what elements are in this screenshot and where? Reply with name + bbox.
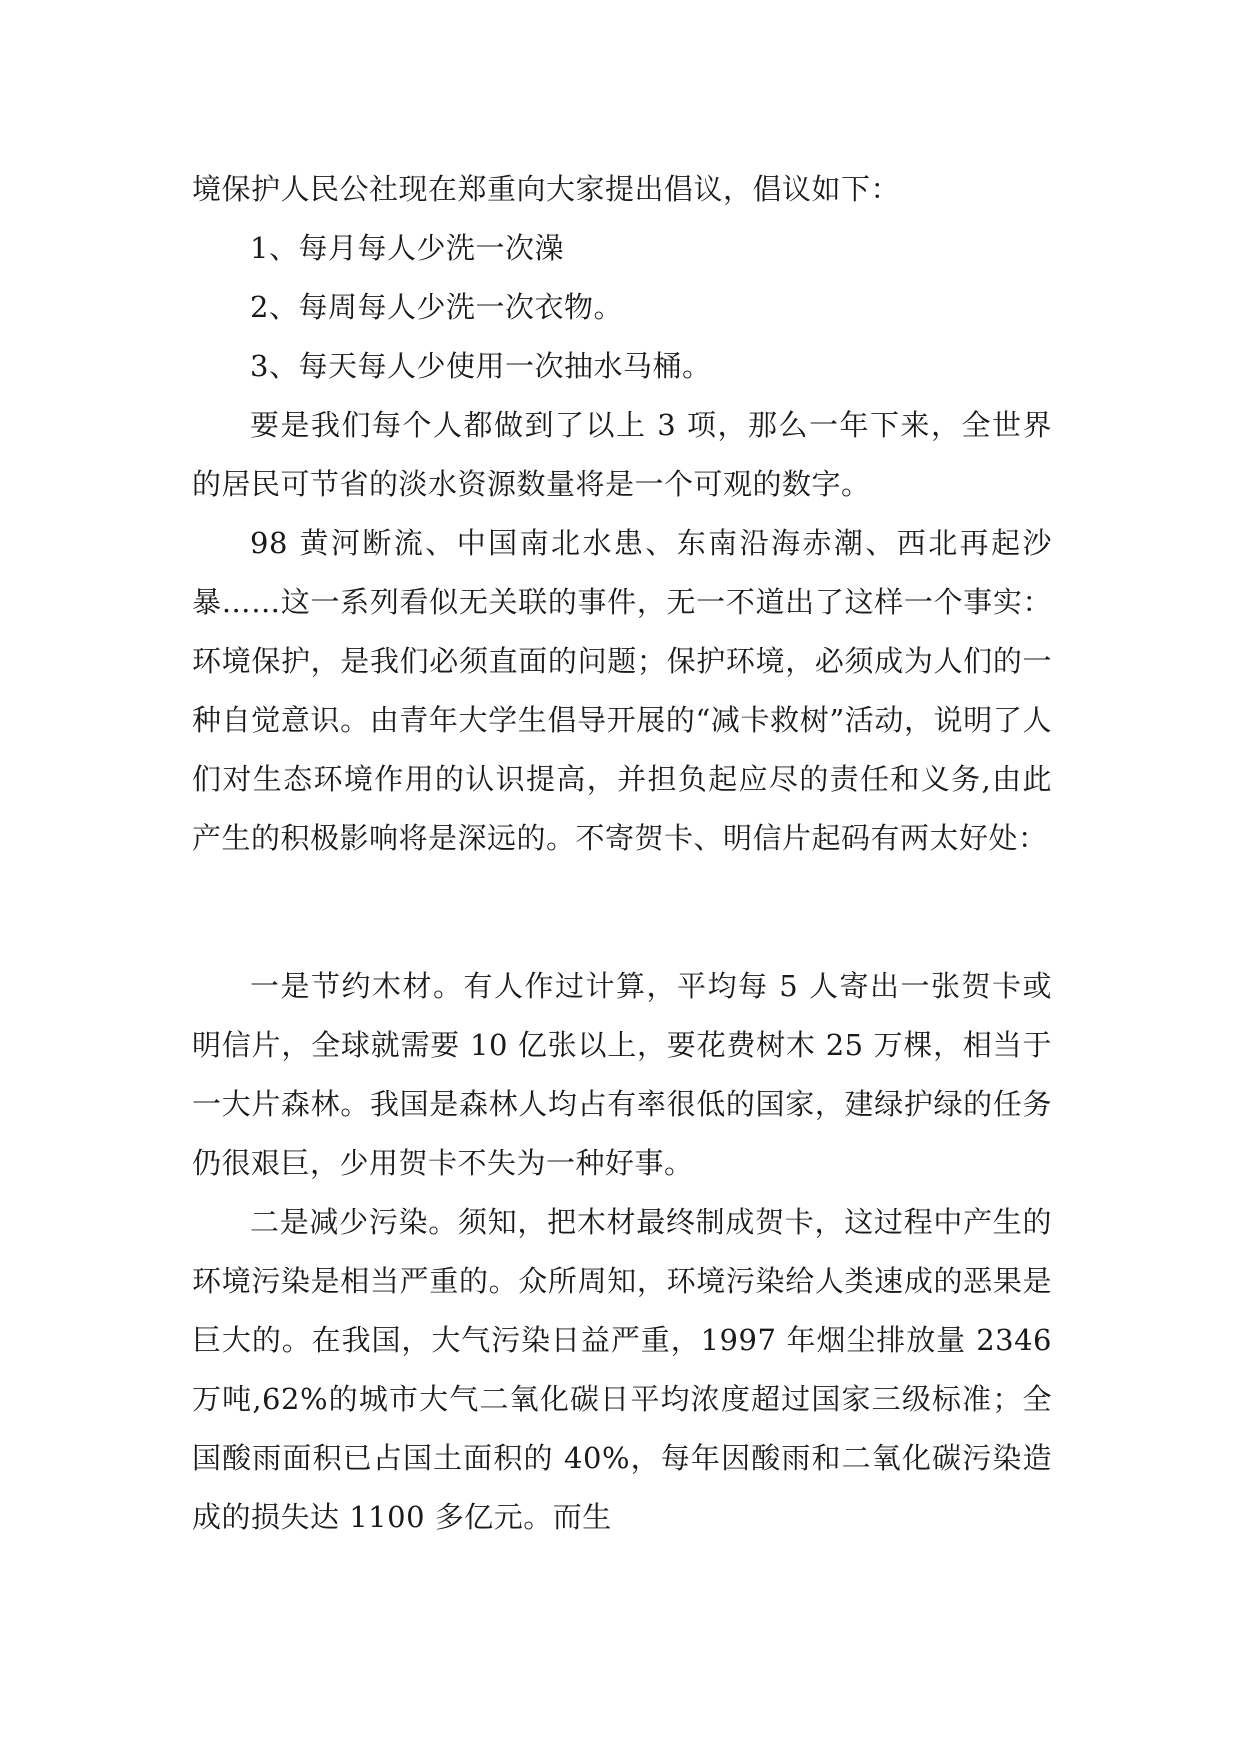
proposal-item-1: 1、每月每人少洗一次澡: [250, 231, 564, 265]
text-block-bottom: [192, 957, 1052, 1547]
proposal-item-2: 2、每周每人少洗一次衣物。: [250, 290, 623, 324]
paragraph-continuation: 境保护人民公社现在郑重向大家提出倡议，倡议如下：: [192, 172, 901, 206]
text-block-top: [192, 160, 1052, 868]
paragraph-benefit-pollution: 二是减少污染。须知，把木材最终制成贺卡，这过程中产生的环境污染是相当严重的。众所周知，环境污染给人类速成的恶果是巨大的。在我国，大气污染日益严重，1997 年烟尘排放量 2346 万吨,62%的城市大气二氧化碳日平均浓度超过国家三级标准；全国酸雨面积已占国土面积的 40%，每年因酸雨和二氧化碳污染造成的损失达 1100 多亿元。而生: [192, 1205, 1052, 1534]
paragraph-benefit-wood: 一是节约木材。有人作过计算，平均每 5 人寄出一张贺卡或明信片，全球就需要 10 亿张以上，要花费树木 25 万棵，相当于一大片森林。我国是森林人均占有率很低的国家，建绿护绿的任务仍很艰巨，少用贺卡不失为一种好事。: [192, 969, 1052, 1180]
proposal-item-3: 3、每天每人少使用一次抽水马桶。: [250, 349, 712, 383]
paragraph-environment-events: 98 黄河断流、中国南北水患、东南沿海赤潮、西北再起沙暴……这一系列看似无关联的事件，无一不道出了这样一个事实：环境保护，是我们必须直面的问题；保护环境，必须成为人们的一种自觉意识。由青年大学生倡导开展的“减卡救树”活动，说明了人们对生态环境作用的认识提高，并担负起应尽的责任和义务,由此产生的积极影响将是深远的。不寄贺卡、明信片起码有两太好处：: [192, 526, 1052, 855]
paragraph-water-savings: 要是我们每个人都做到了以上 3 项，那么一年下来，全世界的居民可节省的淡水资源数量将是一个可观的数字。: [192, 408, 1052, 501]
